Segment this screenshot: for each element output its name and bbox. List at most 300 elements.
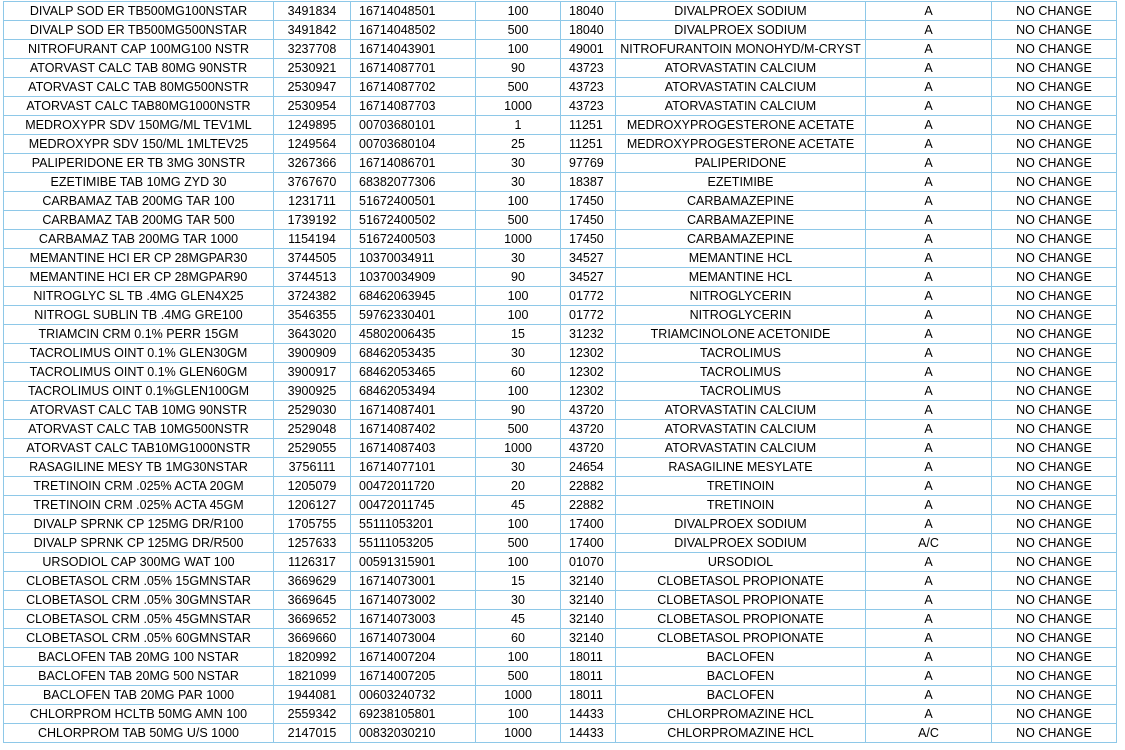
package-size-cell: 45: [476, 496, 561, 515]
drug-description-cell: MEMANTINE HCI ER CP 28MGPAR90: [4, 268, 274, 287]
table-row: [4, 496, 1117, 515]
item-number-cell: 2529030: [274, 401, 351, 420]
change-status-cell: NO CHANGE: [992, 724, 1117, 743]
package-size-cell: 60: [476, 363, 561, 382]
generic-name-cell: NITROGLYCERIN: [616, 287, 866, 306]
drug-description-cell: TACROLIMUS OINT 0.1%GLEN100GM: [4, 382, 274, 401]
ndc-number-cell: 51672400502: [351, 211, 476, 230]
table-row: [4, 667, 1117, 686]
package-size-cell: 1000: [476, 230, 561, 249]
package-size-cell: 30: [476, 591, 561, 610]
change-status-cell: NO CHANGE: [992, 515, 1117, 534]
table-body: [4, 2, 1117, 743]
item-number-cell: 1821099: [274, 667, 351, 686]
change-status-cell: NO CHANGE: [992, 97, 1117, 116]
status-code-cell: A: [866, 344, 992, 363]
package-size-cell: 45: [476, 610, 561, 629]
change-status-cell: NO CHANGE: [992, 686, 1117, 705]
package-size-cell: 30: [476, 249, 561, 268]
generic-name-cell: MEDROXYPROGESTERONE ACETATE: [616, 116, 866, 135]
status-code-cell: A: [866, 173, 992, 192]
change-status-cell: NO CHANGE: [992, 477, 1117, 496]
generic-name-cell: TRETINOIN: [616, 496, 866, 515]
table-row: [4, 154, 1117, 173]
generic-name-cell: TRETINOIN: [616, 477, 866, 496]
drug-description-cell: CARBAMAZ TAB 200MG TAR 500: [4, 211, 274, 230]
table-row: [4, 268, 1117, 287]
ndc-number-cell: 16714073001: [351, 572, 476, 591]
table-row: [4, 401, 1117, 420]
ndc-number-cell: 55111053205: [351, 534, 476, 553]
item-number-cell: 1944081: [274, 686, 351, 705]
status-code-cell: A: [866, 648, 992, 667]
generic-name-cell: URSODIOL: [616, 553, 866, 572]
ndc-number-cell: 16714087401: [351, 401, 476, 420]
drug-change-table: [3, 1, 1117, 743]
status-code-cell: A/C: [866, 534, 992, 553]
drug-description-cell: ATORVAST CALC TAB80MG1000NSTR: [4, 97, 274, 116]
change-status-cell: NO CHANGE: [992, 420, 1117, 439]
generic-name-cell: CLOBETASOL PROPIONATE: [616, 610, 866, 629]
item-number-cell: 1820992: [274, 648, 351, 667]
drug-description-cell: TRETINOIN CRM .025% ACTA 45GM: [4, 496, 274, 515]
generic-name-cell: TACROLIMUS: [616, 363, 866, 382]
change-status-cell: NO CHANGE: [992, 439, 1117, 458]
drug-description-cell: DIVALP SOD ER TB500MG500NSTAR: [4, 21, 274, 40]
status-code-cell: A: [866, 420, 992, 439]
status-code-cell: A: [866, 249, 992, 268]
status-code-cell: A: [866, 40, 992, 59]
drug-description-cell: TRETINOIN CRM .025% ACTA 20GM: [4, 477, 274, 496]
table-row: [4, 249, 1117, 268]
ndc-number-cell: 00472011720: [351, 477, 476, 496]
table-row: [4, 230, 1117, 249]
item-number-cell: 3643020: [274, 325, 351, 344]
ndc-number-cell: 00703680101: [351, 116, 476, 135]
drug-description-cell: ATORVAST CALC TAB 80MG500NSTR: [4, 78, 274, 97]
status-code-cell: A: [866, 230, 992, 249]
ndc-number-cell: 16714048502: [351, 21, 476, 40]
table-row: [4, 705, 1117, 724]
drug-description-cell: TACROLIMUS OINT 0.1% GLEN30GM: [4, 344, 274, 363]
status-code-cell: A: [866, 2, 992, 21]
item-number-cell: 2147015: [274, 724, 351, 743]
table-row: [4, 344, 1117, 363]
change-status-cell: NO CHANGE: [992, 629, 1117, 648]
ndc-number-cell: 16714087701: [351, 59, 476, 78]
change-status-cell: NO CHANGE: [992, 40, 1117, 59]
package-size-cell: 100: [476, 515, 561, 534]
status-code-cell: A: [866, 59, 992, 78]
gcn-code-cell: 32140: [561, 591, 616, 610]
package-size-cell: 90: [476, 401, 561, 420]
gcn-code-cell: 18387: [561, 173, 616, 192]
item-number-cell: 1231711: [274, 192, 351, 211]
table-row: [4, 686, 1117, 705]
item-number-cell: 3546355: [274, 306, 351, 325]
gcn-code-cell: 12302: [561, 363, 616, 382]
generic-name-cell: CLOBETASOL PROPIONATE: [616, 591, 866, 610]
gcn-code-cell: 32140: [561, 572, 616, 591]
gcn-code-cell: 17400: [561, 534, 616, 553]
table-row: [4, 325, 1117, 344]
change-status-cell: NO CHANGE: [992, 572, 1117, 591]
generic-name-cell: BACLOFEN: [616, 667, 866, 686]
gcn-code-cell: 43720: [561, 420, 616, 439]
gcn-code-cell: 43723: [561, 97, 616, 116]
package-size-cell: 100: [476, 192, 561, 211]
table-row: [4, 306, 1117, 325]
ndc-number-cell: 00832030210: [351, 724, 476, 743]
package-size-cell: 1000: [476, 97, 561, 116]
change-status-cell: NO CHANGE: [992, 344, 1117, 363]
item-number-cell: 3724382: [274, 287, 351, 306]
ndc-number-cell: 16714073004: [351, 629, 476, 648]
package-size-cell: 1000: [476, 686, 561, 705]
generic-name-cell: EZETIMIBE: [616, 173, 866, 192]
table-row: [4, 173, 1117, 192]
table-row: [4, 116, 1117, 135]
status-code-cell: A: [866, 572, 992, 591]
package-size-cell: 100: [476, 553, 561, 572]
generic-name-cell: DIVALPROEX SODIUM: [616, 515, 866, 534]
ndc-number-cell: 16714043901: [351, 40, 476, 59]
gcn-code-cell: 01772: [561, 287, 616, 306]
package-size-cell: 20: [476, 477, 561, 496]
gcn-code-cell: 17400: [561, 515, 616, 534]
status-code-cell: A: [866, 439, 992, 458]
gcn-code-cell: 17450: [561, 230, 616, 249]
drug-description-cell: NITROGLYC SL TB .4MG GLEN4X25: [4, 287, 274, 306]
gcn-code-cell: 43723: [561, 59, 616, 78]
drug-description-cell: PALIPERIDONE ER TB 3MG 30NSTR: [4, 154, 274, 173]
drug-description-cell: CARBAMAZ TAB 200MG TAR 1000: [4, 230, 274, 249]
ndc-number-cell: 16714007204: [351, 648, 476, 667]
change-status-cell: NO CHANGE: [992, 648, 1117, 667]
item-number-cell: 1249895: [274, 116, 351, 135]
item-number-cell: 3669652: [274, 610, 351, 629]
gcn-code-cell: 22882: [561, 477, 616, 496]
item-number-cell: 3491842: [274, 21, 351, 40]
item-number-cell: 1206127: [274, 496, 351, 515]
gcn-code-cell: 14433: [561, 724, 616, 743]
status-code-cell: A: [866, 477, 992, 496]
status-code-cell: A: [866, 553, 992, 572]
item-number-cell: 1739192: [274, 211, 351, 230]
ndc-number-cell: 59762330401: [351, 306, 476, 325]
generic-name-cell: ATORVASTATIN CALCIUM: [616, 401, 866, 420]
change-status-cell: NO CHANGE: [992, 667, 1117, 686]
change-status-cell: NO CHANGE: [992, 116, 1117, 135]
item-number-cell: 3267366: [274, 154, 351, 173]
generic-name-cell: NITROFURANTOIN MONOHYD/M-CRYST: [616, 40, 866, 59]
change-status-cell: NO CHANGE: [992, 306, 1117, 325]
ndc-number-cell: 16714073003: [351, 610, 476, 629]
status-code-cell: A: [866, 363, 992, 382]
item-number-cell: 2530947: [274, 78, 351, 97]
ndc-number-cell: 16714007205: [351, 667, 476, 686]
status-code-cell: A: [866, 705, 992, 724]
status-code-cell: A: [866, 154, 992, 173]
table-row: [4, 553, 1117, 572]
ndc-number-cell: 16714077101: [351, 458, 476, 477]
status-code-cell: A: [866, 629, 992, 648]
gcn-code-cell: 43720: [561, 401, 616, 420]
status-code-cell: A: [866, 591, 992, 610]
ndc-number-cell: 00703680104: [351, 135, 476, 154]
drug-description-cell: MEDROXYPR SDV 150/ML 1MLTEV25: [4, 135, 274, 154]
status-code-cell: A: [866, 287, 992, 306]
gcn-code-cell: 32140: [561, 629, 616, 648]
table-row: [4, 59, 1117, 78]
generic-name-cell: CLOBETASOL PROPIONATE: [616, 572, 866, 591]
generic-name-cell: CARBAMAZEPINE: [616, 211, 866, 230]
package-size-cell: 30: [476, 458, 561, 477]
generic-name-cell: NITROGLYCERIN: [616, 306, 866, 325]
item-number-cell: 1205079: [274, 477, 351, 496]
table-row: [4, 591, 1117, 610]
table-row: [4, 477, 1117, 496]
generic-name-cell: CHLORPROMAZINE HCL: [616, 705, 866, 724]
package-size-cell: 1: [476, 116, 561, 135]
ndc-number-cell: 68462053465: [351, 363, 476, 382]
table-row: [4, 629, 1117, 648]
package-size-cell: 100: [476, 648, 561, 667]
change-status-cell: NO CHANGE: [992, 705, 1117, 724]
change-status-cell: NO CHANGE: [992, 21, 1117, 40]
package-size-cell: 100: [476, 2, 561, 21]
ndc-number-cell: 16714087403: [351, 439, 476, 458]
status-code-cell: A: [866, 78, 992, 97]
change-status-cell: NO CHANGE: [992, 2, 1117, 21]
status-code-cell: A: [866, 401, 992, 420]
table-row: [4, 21, 1117, 40]
package-size-cell: 100: [476, 705, 561, 724]
item-number-cell: 1705755: [274, 515, 351, 534]
package-size-cell: 30: [476, 344, 561, 363]
generic-name-cell: TRIAMCINOLONE ACETONIDE: [616, 325, 866, 344]
package-size-cell: 100: [476, 306, 561, 325]
status-code-cell: A: [866, 268, 992, 287]
table-row: [4, 458, 1117, 477]
ndc-number-cell: 00472011745: [351, 496, 476, 515]
drug-description-cell: CARBAMAZ TAB 200MG TAR 100: [4, 192, 274, 211]
gcn-code-cell: 11251: [561, 135, 616, 154]
item-number-cell: 3669629: [274, 572, 351, 591]
ndc-number-cell: 10370034911: [351, 249, 476, 268]
generic-name-cell: TACROLIMUS: [616, 344, 866, 363]
status-code-cell: A: [866, 21, 992, 40]
change-status-cell: NO CHANGE: [992, 610, 1117, 629]
generic-name-cell: CARBAMAZEPINE: [616, 192, 866, 211]
change-status-cell: NO CHANGE: [992, 591, 1117, 610]
ndc-number-cell: 51672400501: [351, 192, 476, 211]
gcn-code-cell: 17450: [561, 192, 616, 211]
change-status-cell: NO CHANGE: [992, 173, 1117, 192]
change-status-cell: NO CHANGE: [992, 534, 1117, 553]
item-number-cell: 3744513: [274, 268, 351, 287]
package-size-cell: 30: [476, 173, 561, 192]
table-row: [4, 515, 1117, 534]
table-row: [4, 610, 1117, 629]
drug-description-cell: NITROGL SUBLIN TB .4MG GRE100: [4, 306, 274, 325]
generic-name-cell: RASAGILINE MESYLATE: [616, 458, 866, 477]
generic-name-cell: CARBAMAZEPINE: [616, 230, 866, 249]
change-status-cell: NO CHANGE: [992, 325, 1117, 344]
status-code-cell: A: [866, 116, 992, 135]
item-number-cell: 2529048: [274, 420, 351, 439]
generic-name-cell: MEDROXYPROGESTERONE ACETATE: [616, 135, 866, 154]
generic-name-cell: TACROLIMUS: [616, 382, 866, 401]
generic-name-cell: CLOBETASOL PROPIONATE: [616, 629, 866, 648]
drug-description-cell: CLOBETASOL CRM .05% 30GMNSTAR: [4, 591, 274, 610]
status-code-cell: A: [866, 325, 992, 344]
change-status-cell: NO CHANGE: [992, 211, 1117, 230]
package-size-cell: 25: [476, 135, 561, 154]
item-number-cell: 3900917: [274, 363, 351, 382]
item-number-cell: 3237708: [274, 40, 351, 59]
drug-description-cell: CLOBETASOL CRM .05% 15GMNSTAR: [4, 572, 274, 591]
table-row: [4, 363, 1117, 382]
change-status-cell: NO CHANGE: [992, 363, 1117, 382]
item-number-cell: 1126317: [274, 553, 351, 572]
status-code-cell: A: [866, 97, 992, 116]
drug-description-cell: CHLORPROM HCLTB 50MG AMN 100: [4, 705, 274, 724]
status-code-cell: A: [866, 515, 992, 534]
gcn-code-cell: 32140: [561, 610, 616, 629]
item-number-cell: 3900925: [274, 382, 351, 401]
change-status-cell: NO CHANGE: [992, 458, 1117, 477]
package-size-cell: 15: [476, 325, 561, 344]
drug-description-cell: CLOBETASOL CRM .05% 45GMNSTAR: [4, 610, 274, 629]
table-row: [4, 192, 1117, 211]
gcn-code-cell: 34527: [561, 268, 616, 287]
gcn-code-cell: 18011: [561, 686, 616, 705]
item-number-cell: 3669660: [274, 629, 351, 648]
gcn-code-cell: 49001: [561, 40, 616, 59]
gcn-code-cell: 43720: [561, 439, 616, 458]
drug-description-cell: ATORVAST CALC TAB 10MG 90NSTR: [4, 401, 274, 420]
status-code-cell: A: [866, 382, 992, 401]
drug-description-cell: ATORVAST CALC TAB 80MG 90NSTR: [4, 59, 274, 78]
status-code-cell: A/C: [866, 724, 992, 743]
change-status-cell: NO CHANGE: [992, 382, 1117, 401]
package-size-cell: 90: [476, 268, 561, 287]
ndc-number-cell: 68462053435: [351, 344, 476, 363]
table-row: [4, 534, 1117, 553]
change-status-cell: NO CHANGE: [992, 78, 1117, 97]
status-code-cell: A: [866, 496, 992, 515]
gcn-code-cell: 22882: [561, 496, 616, 515]
table-row: [4, 211, 1117, 230]
ndc-number-cell: 16714087402: [351, 420, 476, 439]
generic-name-cell: MEMANTINE HCL: [616, 249, 866, 268]
change-status-cell: NO CHANGE: [992, 135, 1117, 154]
ndc-number-cell: 68462063945: [351, 287, 476, 306]
package-size-cell: 500: [476, 21, 561, 40]
change-status-cell: NO CHANGE: [992, 230, 1117, 249]
gcn-code-cell: 18040: [561, 21, 616, 40]
drug-description-cell: CLOBETASOL CRM .05% 60GMNSTAR: [4, 629, 274, 648]
gcn-code-cell: 18040: [561, 2, 616, 21]
generic-name-cell: MEMANTINE HCL: [616, 268, 866, 287]
drug-description-cell: DIVALP SPRNK CP 125MG DR/R100: [4, 515, 274, 534]
ndc-number-cell: 00591315901: [351, 553, 476, 572]
change-status-cell: NO CHANGE: [992, 249, 1117, 268]
status-code-cell: A: [866, 667, 992, 686]
generic-name-cell: CHLORPROMAZINE HCL: [616, 724, 866, 743]
change-status-cell: NO CHANGE: [992, 154, 1117, 173]
gcn-code-cell: 31232: [561, 325, 616, 344]
drug-description-cell: TRIAMCIN CRM 0.1% PERR 15GM: [4, 325, 274, 344]
generic-name-cell: ATORVASTATIN CALCIUM: [616, 439, 866, 458]
gcn-code-cell: 11251: [561, 116, 616, 135]
status-code-cell: A: [866, 458, 992, 477]
item-number-cell: 1249564: [274, 135, 351, 154]
table-row: [4, 382, 1117, 401]
ndc-number-cell: 16714087703: [351, 97, 476, 116]
gcn-code-cell: 18011: [561, 667, 616, 686]
generic-name-cell: ATORVASTATIN CALCIUM: [616, 78, 866, 97]
table-row: [4, 135, 1117, 154]
item-number-cell: 3744505: [274, 249, 351, 268]
status-code-cell: A: [866, 192, 992, 211]
ndc-number-cell: 00603240732: [351, 686, 476, 705]
package-size-cell: 100: [476, 40, 561, 59]
change-status-cell: NO CHANGE: [992, 268, 1117, 287]
drug-description-cell: TACROLIMUS OINT 0.1% GLEN60GM: [4, 363, 274, 382]
item-number-cell: 3669645: [274, 591, 351, 610]
package-size-cell: 90: [476, 59, 561, 78]
table-row: [4, 97, 1117, 116]
drug-description-cell: DIVALP SPRNK CP 125MG DR/R500: [4, 534, 274, 553]
package-size-cell: 1000: [476, 439, 561, 458]
package-size-cell: 500: [476, 420, 561, 439]
table-row: [4, 648, 1117, 667]
drug-description-cell: ATORVAST CALC TAB 10MG500NSTR: [4, 420, 274, 439]
ndc-number-cell: 16714073002: [351, 591, 476, 610]
status-code-cell: A: [866, 686, 992, 705]
drug-description-cell: URSODIOL CAP 300MG WAT 100: [4, 553, 274, 572]
generic-name-cell: DIVALPROEX SODIUM: [616, 2, 866, 21]
change-status-cell: NO CHANGE: [992, 553, 1117, 572]
ndc-number-cell: 68462053494: [351, 382, 476, 401]
generic-name-cell: ATORVASTATIN CALCIUM: [616, 420, 866, 439]
table-row: [4, 420, 1117, 439]
table-row: [4, 40, 1117, 59]
drug-description-cell: EZETIMIBE TAB 10MG ZYD 30: [4, 173, 274, 192]
item-number-cell: 3491834: [274, 2, 351, 21]
package-size-cell: 1000: [476, 724, 561, 743]
gcn-code-cell: 34527: [561, 249, 616, 268]
package-size-cell: 15: [476, 572, 561, 591]
ndc-number-cell: 16714087702: [351, 78, 476, 97]
drug-description-cell: BACLOFEN TAB 20MG 500 NSTAR: [4, 667, 274, 686]
drug-description-cell: MEMANTINE HCI ER CP 28MGPAR30: [4, 249, 274, 268]
change-status-cell: NO CHANGE: [992, 287, 1117, 306]
package-size-cell: 100: [476, 382, 561, 401]
gcn-code-cell: 01070: [561, 553, 616, 572]
package-size-cell: 500: [476, 78, 561, 97]
gcn-code-cell: 97769: [561, 154, 616, 173]
table-row: [4, 439, 1117, 458]
generic-name-cell: BACLOFEN: [616, 648, 866, 667]
drug-description-cell: DIVALP SOD ER TB500MG100NSTAR: [4, 2, 274, 21]
status-code-cell: A: [866, 135, 992, 154]
generic-name-cell: BACLOFEN: [616, 686, 866, 705]
drug-description-cell: MEDROXYPR SDV 150MG/ML TEV1ML: [4, 116, 274, 135]
item-number-cell: 2529055: [274, 439, 351, 458]
